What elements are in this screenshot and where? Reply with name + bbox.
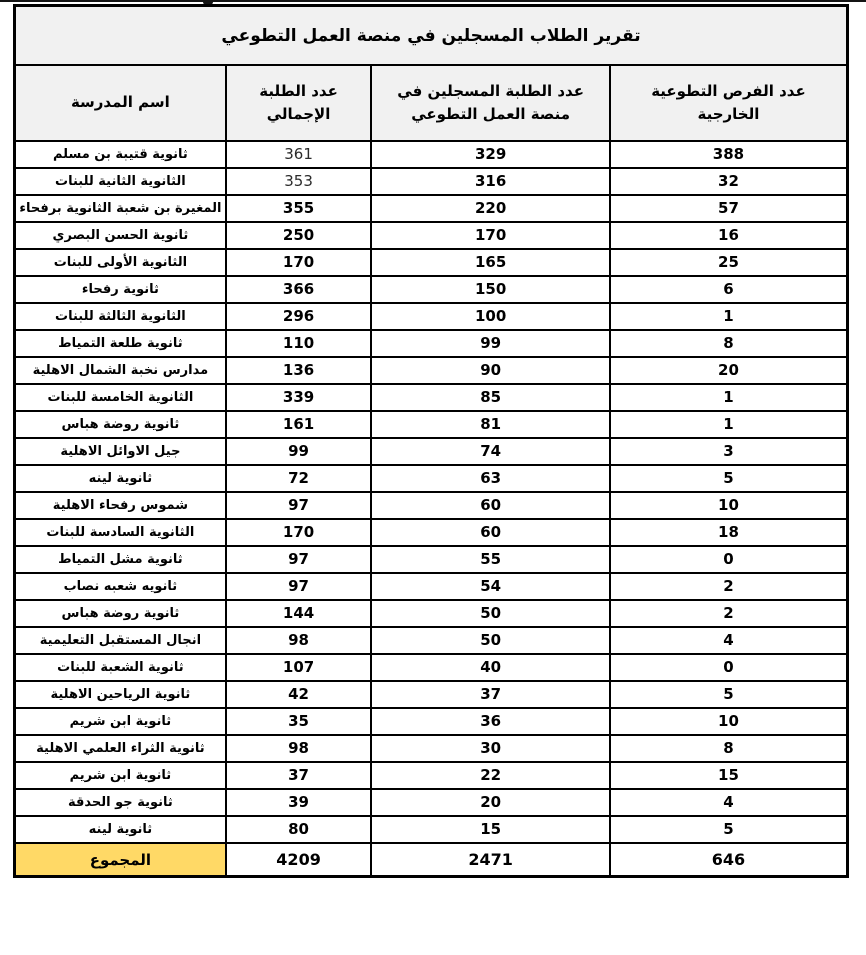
table-row [15,627,848,654]
school-name-cell: ثانويه شعبه نصاب [15,573,226,600]
table-row [15,465,848,492]
school-name-cell: مدارس نخبة الشمال الاهلية [15,357,226,384]
external-opportunities-cell: 5 [610,465,848,492]
external-opportunities-cell: 1 [610,384,848,411]
external-opportunities-cell: 32 [610,168,848,195]
registered-students-cell: 60 [371,519,610,546]
report-title: تقرير الطلاب المسجلين في منصة العمل التطوعي [15,6,848,66]
external-opportunities-cell: 10 [610,708,848,735]
total-students-cell: 170 [226,249,372,276]
total-students-cell: 107 [226,654,372,681]
table-row [15,249,848,276]
table-body [15,141,848,843]
school-name-cell: ثانوية لينه [15,465,226,492]
total-students-cell: 136 [226,357,372,384]
external-opportunities-cell: 1 [610,411,848,438]
school-name-cell: ثانوية قتيبة بن مسلم [15,141,226,168]
school-name-cell: الثانوية الأولى للبنات [15,249,226,276]
total-students-cell: 361 [226,141,372,168]
school-name-cell: ثانوية الشعبة للبنات [15,654,226,681]
registered-students-cell: 150 [371,276,610,303]
table-row [15,168,848,195]
registered-students-cell: 90 [371,357,610,384]
school-name-cell: المغيرة بن شعبة الثانوية برفحاء [15,195,226,222]
school-name-cell: شموس رفحاء الاهلية [15,492,226,519]
external-opportunities-cell: 2 [610,600,848,627]
external-opportunities-cell: 5 [610,816,848,843]
external-opportunities-cell: 6 [610,276,848,303]
external-opportunities-cell: 388 [610,141,848,168]
total-label-cell: المجموع [15,843,226,877]
registered-students-cell: 22 [371,762,610,789]
school-name-cell: ثانوية روضة هباس [15,600,226,627]
table-header-row [15,65,848,141]
external-opportunities-cell: 3 [610,438,848,465]
external-opportunities-cell: 4 [610,789,848,816]
registered-students-cell: 220 [371,195,610,222]
registered-students-cell: 50 [371,627,610,654]
registered-students-cell: 170 [371,222,610,249]
table-row [15,816,848,843]
external-opportunities-cell: 8 [610,330,848,357]
table-row [15,789,848,816]
cropped-top-border [0,0,866,2]
total-students-cell: 98 [226,627,372,654]
external-opportunities-cell: 5 [610,681,848,708]
school-name-cell: الثانوية الثانية للبنات [15,168,226,195]
school-name-cell: ثانوية الحسن البصري [15,222,226,249]
registered-students-cell: 55 [371,546,610,573]
table-row [15,600,848,627]
table-row [15,195,848,222]
total-students-cell: 296 [226,303,372,330]
total-students-cell: 35 [226,708,372,735]
external-opportunities-cell: 1 [610,303,848,330]
registered-students-cell: 100 [371,303,610,330]
external-opportunities-cell: 2 [610,573,848,600]
registered-students-cell: 40 [371,654,610,681]
total-students-cell: 99 [226,438,372,465]
table-row [15,654,848,681]
table-row [15,573,848,600]
registered-students-cell: 50 [371,600,610,627]
table-row [15,222,848,249]
total-students-cell: 144 [226,600,372,627]
school-name-cell: انجال المستقبل التعليمية [15,627,226,654]
table-row [15,411,848,438]
registered-students-cell: 30 [371,735,610,762]
total-students-cell: 366 [226,276,372,303]
registered-students-cell: 20 [371,789,610,816]
registered-students-cell: 37 [371,681,610,708]
total-students-cell: 355 [226,195,372,222]
external-opportunities-cell: 25 [610,249,848,276]
registered-students-cell: 99 [371,330,610,357]
total-students-cell: 72 [226,465,372,492]
external-opportunities-cell: 0 [610,654,848,681]
school-name-cell: ثانوية الثراء العلمي الاهلية [15,735,226,762]
registered-students-cell: 85 [371,384,610,411]
volunteer-report-table [13,4,849,878]
registered-students-cell: 63 [371,465,610,492]
registered-students-cell: 316 [371,168,610,195]
table-row [15,438,848,465]
total-students-cell: 37 [226,762,372,789]
school-name-cell: ثانوية الرياحين الاهلية [15,681,226,708]
column-header-external-opportunities: عدد الفرص التطوعية الخارجية [610,65,848,141]
table-row [15,546,848,573]
total-students-cell: 339 [226,384,372,411]
registered-students-cell: 329 [371,141,610,168]
total-students-sum-cell: 4209 [226,843,372,877]
table-row [15,276,848,303]
registered-students-cell: 81 [371,411,610,438]
school-name-cell: ثانوية طلعة التمياط [15,330,226,357]
external-opportunities-cell: 16 [610,222,848,249]
school-name-cell: ثانوية روضة هباس [15,411,226,438]
school-name-cell: جيل الاوائل الاهلية [15,438,226,465]
total-students-cell: 39 [226,789,372,816]
total-students-cell: 110 [226,330,372,357]
school-name-cell: ثانوية مشل التمياط [15,546,226,573]
table-row [15,681,848,708]
table-row [15,708,848,735]
column-header-registered-students: عدد الطلبة المسجلين في منصة العمل التطوعي [371,65,610,141]
table-row [15,303,848,330]
total-students-cell: 353 [226,168,372,195]
report-title-row [15,6,848,66]
registered-students-cell: 54 [371,573,610,600]
external-opportunities-cell: 4 [610,627,848,654]
school-name-cell: الثانوية الخامسة للبنات [15,384,226,411]
total-students-cell: 161 [226,411,372,438]
external-opportunities-cell: 18 [610,519,848,546]
table-row [15,762,848,789]
external-opportunities-sum-cell: 646 [610,843,848,877]
school-name-cell: ثانوية ابن شريم [15,762,226,789]
school-name-cell: ثانوية جو الحدقة [15,789,226,816]
column-header-total-students: عدد الطلبة الإجمالي [226,65,372,141]
external-opportunities-cell: 0 [610,546,848,573]
total-students-cell: 250 [226,222,372,249]
external-opportunities-cell: 8 [610,735,848,762]
total-students-cell: 97 [226,546,372,573]
registered-students-sum-cell: 2471 [371,843,610,877]
school-name-cell: الثانوية السادسة للبنات [15,519,226,546]
registered-students-cell: 15 [371,816,610,843]
total-students-cell: 170 [226,519,372,546]
total-students-cell: 97 [226,573,372,600]
external-opportunities-cell: 15 [610,762,848,789]
school-name-cell: ثانوية لينه [15,816,226,843]
table-row [15,384,848,411]
registered-students-cell: 165 [371,249,610,276]
registered-students-cell: 60 [371,492,610,519]
total-students-cell: 80 [226,816,372,843]
total-row [15,843,848,877]
table-row [15,330,848,357]
total-students-cell: 98 [226,735,372,762]
school-name-cell: ثانوية ابن شريم [15,708,226,735]
total-students-cell: 97 [226,492,372,519]
table-row [15,735,848,762]
registered-students-cell: 74 [371,438,610,465]
table-row [15,141,848,168]
total-students-cell: 42 [226,681,372,708]
external-opportunities-cell: 10 [610,492,848,519]
table-row [15,519,848,546]
table-row [15,357,848,384]
school-name-cell: الثانوية الثالثة للبنات [15,303,226,330]
external-opportunities-cell: 57 [610,195,848,222]
table-row [15,492,848,519]
school-name-cell: ثانوية رفحاء [15,276,226,303]
registered-students-cell: 36 [371,708,610,735]
column-header-school-name: اسم المدرسة [15,65,226,141]
external-opportunities-cell: 20 [610,357,848,384]
